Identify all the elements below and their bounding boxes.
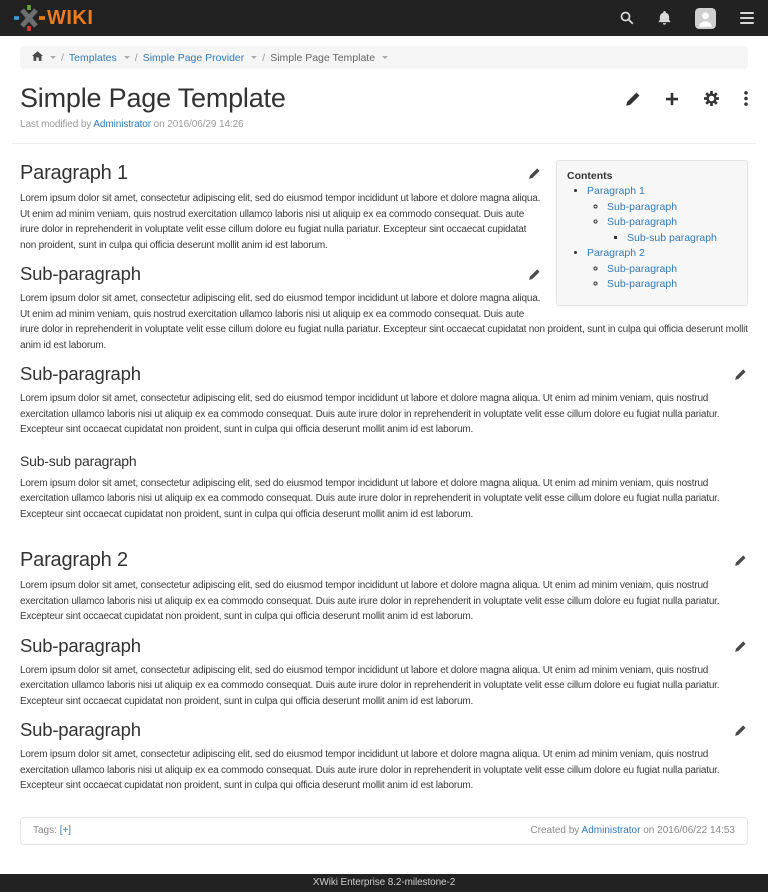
section-title: Sub-paragraph [20, 263, 141, 284]
last-modified-prefix: Last modified by [20, 119, 92, 130]
home-icon [32, 51, 43, 64]
toc-item [607, 200, 739, 215]
edit-section-pencil-icon[interactable] [529, 269, 540, 280]
add-plus-icon[interactable] [665, 91, 679, 106]
section-title: Sub-paragraph [20, 634, 141, 656]
section-heading [20, 363, 748, 385]
more-kebab-icon[interactable] [744, 91, 748, 106]
document-content [0, 144, 768, 804]
toc-link[interactable]: Paragraph 2 [587, 247, 645, 259]
toc-item [627, 231, 739, 246]
chevron-down-icon[interactable] [124, 56, 130, 59]
content-section [20, 635, 748, 710]
section-title: Sub-sub paragraph [20, 452, 137, 469]
content-section [20, 719, 748, 794]
edit-section-pencil-icon[interactable] [735, 555, 746, 566]
content-section [20, 453, 748, 523]
version-text: XWiki Enterprise 8.2-milestone-2 [312, 876, 456, 888]
created-line [530, 825, 735, 836]
toc-item [607, 215, 739, 245]
section-title: Paragraph 1 [20, 162, 128, 184]
breadcrumb-separator: / [134, 51, 138, 64]
toc-item [607, 262, 739, 277]
tags-area [33, 825, 71, 836]
created-prefix: Created by [530, 824, 580, 836]
xwiki-logo-text: WIKI [47, 7, 94, 29]
breadcrumb-item[interactable]: Templates [68, 51, 117, 64]
section-paragraph: Lorem ipsum dolor sit amet, consectetur adipiscing elit, sed do eiusmod tempor incididunt ut labore et dolore magna aliqua. Ut enim ad minim veniam, quis nostrud exercitation ullamco laboris nisi ut aliquip ex ea commodo consequat. Duis aute irure dolor in reprehenderit in voluptate velit esse cillum dolore eu fugiat nulla pariatur. Excepteur sint occaecat cupidatat non proident, sunt in culpa qui officia deserunt mollit anim id est laborum. [20, 477, 720, 520]
section-paragraph: Lorem ipsum dolor sit amet, consectetur adipiscing elit, sed do eiusmod tempor incididunt ut labore et dolore magna aliqua. Ut enim ad minim veniam, quis nostrud exercitation ullamco laboris nisi ut aliquip ex ea commodo consequat. Duis aute irure dolor in reprehenderit in voluptate velit esse cillum dolore eu fugiat nulla pariatur. Excepteur sint occaecat cupidatat non proident, sunt in culpa qui officia deserunt mollit anim id est laborum. [20, 393, 720, 435]
content-section [20, 363, 748, 438]
section-paragraph: Lorem ipsum dolor sit amet, consectetur adipiscing elit, sed do eiusmod tempor incididunt ut labore et dolore magna aliqua. Ut enim ad minim veniam, quis nostrud exercitation ullamco laboris nisi ut aliquip ex ea commodo consequat. Duis aute irure dolor in reprehenderit in voluptate velit esse cillum dolore eu fugiat nulla pariatur. Excepteur sint occaecat cupidatat non proident, sunt in culpa qui officia deserunt mollit anim id est laborum. [20, 293, 748, 351]
toc-link[interactable]: Sub-sub paragraph [627, 231, 717, 244]
toc-link[interactable]: Sub-paragraph [607, 200, 678, 213]
user-avatar[interactable] [695, 8, 716, 29]
section-heading [20, 635, 748, 657]
section-heading [20, 549, 748, 572]
toc-item [587, 184, 739, 245]
created-user-link[interactable]: Administrator [581, 824, 641, 836]
section-title: Sub-paragraph [20, 363, 141, 384]
toc-item [587, 246, 739, 292]
chevron-down-icon[interactable] [251, 56, 257, 59]
section-paragraph: Lorem ipsum dolor sit amet, consectetur adipiscing elit, sed do eiusmod tempor incididunt ut labore et dolore magna aliqua. Ut enim ad minim veniam, quis nostrud exercitation ullamco laboris nisi ut aliquip ex ea commodo consequat. Duis aute irure dolor in reprehenderit in voluptate velit esse cillum dolore eu fugiat nulla pariatur. Excepteur sint occaecat cupidatat non proident, sunt in culpa qui officia deserunt mollit anim id est laborum. [20, 580, 720, 622]
breadcrumb-item: Simple Page Template [270, 51, 376, 64]
menu-icon[interactable] [740, 12, 754, 24]
page-title: Simple Page Template [20, 83, 286, 113]
toc-link[interactable]: Sub-paragraph [607, 216, 678, 228]
edit-section-pencil-icon[interactable] [529, 168, 540, 179]
breadcrumb-home-link[interactable] [32, 51, 43, 64]
chevron-down-icon[interactable] [382, 56, 388, 59]
section-paragraph: Lorem ipsum dolor sit amet, consectetur adipiscing elit, sed do eiusmod tempor incididunt ut labore et dolore magna aliqua. Ut enim ad minim veniam, quis nostrud exercitation ullamco laboris nisi ut aliquip ex ea commodo consequat. Duis aute irure dolor in reprehenderit in voluptate velit esse cillum dolore eu fugiat nulla pariatur. Excepteur sint occaecat cupidatat non proident, sunt in culpa qui officia deserunt mollit anim id est laborum. [20, 664, 720, 707]
toc-link[interactable]: Sub-paragraph [607, 262, 678, 275]
edit-section-pencil-icon[interactable] [735, 641, 746, 652]
add-tag-button[interactable]: [+] [59, 824, 72, 836]
breadcrumb-separator: / [61, 51, 64, 64]
edit-section-pencil-icon[interactable] [735, 369, 746, 380]
page-actions [626, 91, 748, 106]
last-modified-line [20, 119, 748, 130]
document-footer [20, 817, 748, 845]
settings-gear-icon[interactable] [704, 91, 719, 106]
section-title: Sub-paragraph [20, 719, 141, 740]
edit-section-pencil-icon[interactable] [735, 725, 746, 736]
edit-pencil-icon[interactable] [626, 91, 640, 106]
content-section [20, 549, 748, 625]
xwiki-logo-x-icon [14, 5, 46, 31]
version-bar [0, 874, 768, 892]
breadcrumb [20, 46, 748, 69]
toc-link[interactable]: Paragraph 1 [587, 185, 645, 197]
toc-link[interactable]: Sub-paragraph [607, 278, 678, 290]
section-heading [20, 719, 748, 741]
breadcrumb-separator: / [262, 51, 266, 64]
breadcrumb-item[interactable]: Simple Page Provider [142, 51, 245, 64]
bell-icon[interactable] [658, 11, 671, 25]
section-title: Paragraph 2 [20, 549, 128, 571]
top-navbar [0, 0, 768, 36]
search-icon[interactable] [620, 11, 634, 25]
last-modified-suffix: on 2016/06/29 14:26 [153, 119, 244, 130]
section-heading [20, 453, 748, 469]
tags-label: Tags: [33, 824, 57, 836]
section-paragraph: Lorem ipsum dolor sit amet, consectetur adipiscing elit, sed do eiusmod tempor incididunt ut labore et dolore magna aliqua. Ut enim ad minim veniam, quis nostrud exercitation ullamco laboris nisi ut aliquip ex ea commodo consequat. Duis aute irure dolor in reprehenderit in voluptate velit esse cillum dolore eu fugiat nulla pariatur. Excepteur sint occaecat cupidatat non proident, sunt in culpa qui officia deserunt mollit anim id est laborum. [20, 749, 720, 791]
xwiki-logo[interactable] [14, 5, 93, 31]
toc-title: Contents [567, 170, 613, 182]
created-suffix: on 2016/06/22 14:53 [643, 824, 735, 836]
last-modified-user-link[interactable]: Administrator [93, 119, 151, 130]
section-paragraph: Lorem ipsum dolor sit amet, consectetur adipiscing elit, sed do eiusmod tempor incididunt ut labore et dolore magna aliqua. Ut enim ad minim veniam, quis nostrud exercitation ullamco laboris nisi ut aliquip ex ea commodo consequat. Duis aute irure dolor in reprehenderit in voluptate velit esse cillum dolore eu fugiat nulla pariatur. Excepteur sint occaecat cupidatat non proident, sunt in culpa qui officia deserunt mollit anim id est laborum. [20, 193, 541, 251]
table-of-contents [556, 160, 748, 306]
chevron-down-icon[interactable] [50, 56, 56, 59]
toc-item [607, 277, 739, 292]
